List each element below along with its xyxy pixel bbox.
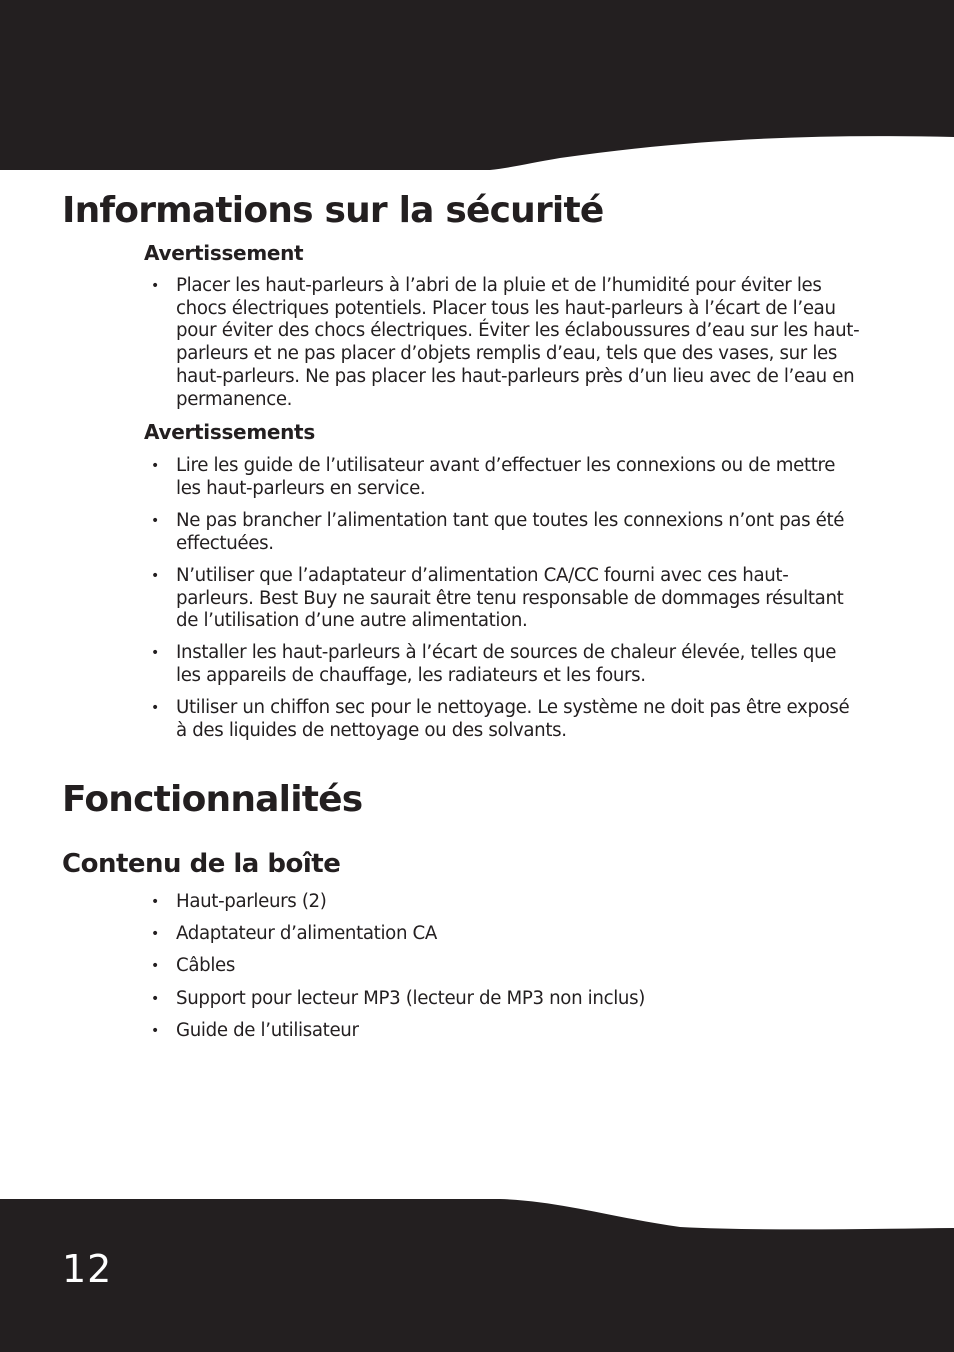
list-item: • Support pour lecteur MP3 (lecteur de MP3 non inclus) bbox=[144, 988, 864, 1011]
warnings-list bbox=[144, 455, 864, 752]
page-number: 12 bbox=[62, 1247, 113, 1291]
safety-title: Informations sur la sécurité bbox=[62, 190, 604, 231]
list-item: • Utiliser un chiffon sec pour le nettoyage. Le système ne doit pas être exposé à des liquides de nettoyage ou des solvants. bbox=[144, 697, 864, 742]
header-band bbox=[0, 0, 954, 170]
box-contents-heading: Contenu de la boîte bbox=[62, 849, 341, 879]
list-item: • N’utiliser que l’adaptateur d’alimentation CA/CC fourni avec ces haut-parleurs. Best Buy ne saurait être tenu responsable de dommages résultant de l’utilisation d’une autre alimentation. bbox=[144, 565, 864, 633]
list-item: • Adaptateur d’alimentation CA bbox=[144, 923, 864, 946]
warning-heading: Avertissement bbox=[144, 241, 304, 265]
features-title: Fonctionnalités bbox=[62, 779, 363, 820]
box-contents-list bbox=[144, 891, 864, 1052]
list-item: • Lire les guide de l’utilisateur avant d’effectuer les connexions ou de mettre les haut-parleurs en service. bbox=[144, 455, 864, 500]
list-item: • Placer les haut-parleurs à l’abri de la pluie et de l’humidité pour éviter les chocs électriques potentiels. Placer tous les haut-parleurs à l’écart de l’eau pour éviter des chocs électriques. Éviter les éclaboussures d’eau sur les haut-parleurs et ne pas placer d’objets remplis d’eau, tels que des vases, sur les haut-parleurs. Ne pas placer les haut-parleurs près d’un lieu avec de l’eau en permanence. bbox=[144, 275, 864, 411]
warnings-heading: Avertissements bbox=[144, 420, 315, 444]
footer-band bbox=[0, 1195, 954, 1352]
warning-list bbox=[144, 275, 864, 421]
list-item: • Câbles bbox=[144, 955, 864, 978]
list-item: • Installer les haut-parleurs à l’écart de sources de chaleur élevée, telles que les appareils de chauffage, les radiateurs et les fours. bbox=[144, 642, 864, 687]
list-item: • Haut-parleurs (2) bbox=[144, 891, 864, 914]
list-item: • Ne pas brancher l’alimentation tant que toutes les connexions n’ont pas été effectuées. bbox=[144, 510, 864, 555]
list-item: • Guide de l’utilisateur bbox=[144, 1020, 864, 1043]
